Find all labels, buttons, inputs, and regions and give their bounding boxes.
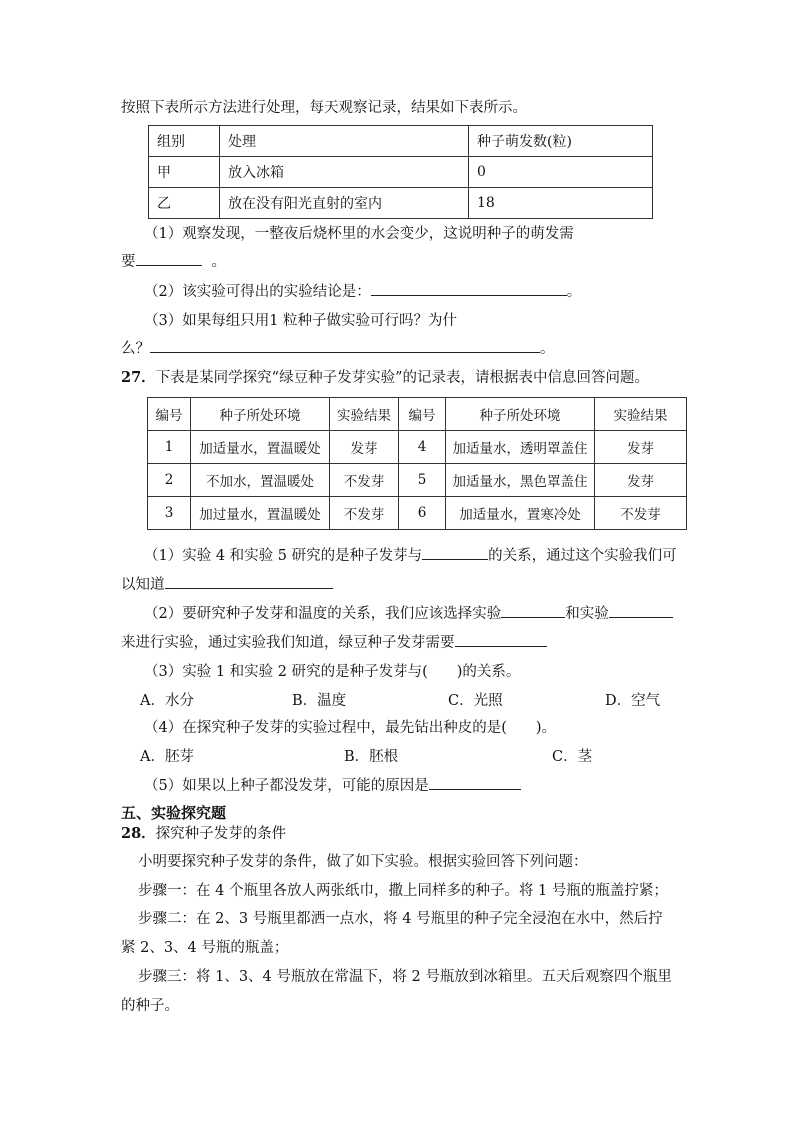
q26-part2-prefix: （2）该实验可得出的实验结论是： <box>144 284 371 300</box>
table-seed-germination-count <box>148 125 653 219</box>
q27-part1-suffix: 的关系，通过这个实验我们可 <box>488 548 677 564</box>
table-cell: 不发芽 <box>595 497 687 530</box>
q27-part1-line2-prefix: 以知道 <box>121 577 165 593</box>
table-header-cell: 种子所处环境 <box>191 398 330 431</box>
answer-blank[interactable] <box>165 574 333 589</box>
q27-title-text: 下表是某同学探究“绿豆种子发芽实验”的记录表，请根据表中信息回答问题。 <box>155 370 650 386</box>
table-header-cell: 编号 <box>148 398 191 431</box>
q28-step2-line2: 紧 2、3、4 号瓶的瓶盖； <box>121 940 289 956</box>
table-cell: 6 <box>399 497 446 530</box>
q28-intro: 小明要探究种子发芽的条件，做了如下实验。根据实验回答下列问题： <box>138 854 588 870</box>
table-row <box>148 497 687 530</box>
table-header-row <box>149 126 653 157</box>
q28-step2-line1: 步骤二：在 2、3 号瓶里都洒一点水，将 4 号瓶里的种子完全浸泡在水中，然后拧 <box>138 911 663 927</box>
table-header-cell: 组别 <box>149 126 220 157</box>
table-header-cell: 实验结果 <box>330 398 399 431</box>
answer-blank[interactable] <box>136 251 202 266</box>
q27-part2-prefix: （2）要研究种子发芽和温度的关系，我们应该选择实验 <box>144 606 502 622</box>
q27-part3-option-a[interactable]: A．水分 <box>140 693 194 709</box>
q28-step3-line2: 的种子。 <box>121 998 179 1014</box>
table-cell: 放入冰箱 <box>220 157 469 188</box>
table-cell: 不发芽 <box>330 497 399 530</box>
q26-part3-suffix: 。 <box>540 341 555 357</box>
q26-part2 <box>144 280 581 301</box>
q27-part5 <box>144 774 521 795</box>
q27-part2-mid: 和实验 <box>565 606 609 622</box>
table-cell: 不发芽 <box>330 464 399 497</box>
q27-part4-option-b[interactable]: B．胚根 <box>344 749 399 765</box>
q27-part1-prefix: （1）实验 4 和实验 5 研究的是种子发芽与 <box>144 548 423 564</box>
table-cell: 发芽 <box>330 431 399 464</box>
answer-blank[interactable] <box>455 632 547 647</box>
table-cell: 1 <box>148 431 191 464</box>
q27-part2-line2 <box>121 631 547 652</box>
q27-part1-line2 <box>121 573 333 594</box>
q26-part1-line2 <box>121 250 226 271</box>
table-cell: 不加水，置温暖处 <box>191 464 330 497</box>
q26-part1-suffix: 。 <box>211 254 226 270</box>
table-cell: 5 <box>399 464 446 497</box>
answer-blank[interactable] <box>150 338 540 353</box>
q28-step1: 步骤一：在 4 个瓶里各放人两张纸巾，撒上同样多的种子。将 1 号瓶的瓶盖拧紧； <box>138 883 668 899</box>
answer-blank[interactable] <box>609 603 673 618</box>
q26-part1-line1: （1）观察发现，一整夜后烧杯里的水会变少，这说明种子的萌发需 <box>144 226 574 242</box>
answer-blank[interactable] <box>429 775 521 790</box>
table-cell: 2 <box>148 464 191 497</box>
section-heading: 五、实验探究题 <box>121 804 227 822</box>
table-header-cell: 处理 <box>220 126 469 157</box>
table-cell: 发芽 <box>595 431 687 464</box>
table-cell: 加适量水，置寒冷处 <box>446 497 595 530</box>
answer-blank[interactable] <box>422 545 488 560</box>
table-header-row <box>148 398 687 431</box>
q27-part3: （3）实验 1 和实验 2 研究的是种子发芽与( )的关系。 <box>144 664 521 680</box>
q27-part2-line1 <box>144 602 673 623</box>
table-header-cell: 编号 <box>399 398 446 431</box>
intro-text: 按照下表所示方法进行处理，每天观察记录，结果如下表所示。 <box>121 100 527 116</box>
q27-part2-line2-prefix: 来进行实验，通过实验我们知道，绿豆种子发芽需要 <box>121 635 455 651</box>
table-cell: 放在没有阳光直射的室内 <box>220 188 469 219</box>
q28-number: 28． <box>121 825 156 842</box>
q27-part4-option-c[interactable]: C．茎 <box>552 749 593 765</box>
q26-part3-line1: （3）如果每组只用1 粒种子做实验可行吗？为什 <box>144 313 458 329</box>
answer-blank[interactable] <box>501 603 565 618</box>
q26-part3-prefix: 么？ <box>121 341 150 357</box>
table-cell: 加适量水，透明罩盖住 <box>446 431 595 464</box>
table-row <box>149 188 653 219</box>
q26-part2-suffix: 。 <box>566 284 582 300</box>
table-row <box>149 157 653 188</box>
table-cell: 0 <box>469 157 653 188</box>
q27-title <box>121 366 649 387</box>
q27-part4: （4）在探究种子发芽的实验过程中，最先钻出种皮的是( )。 <box>144 720 557 736</box>
table-cell: 乙 <box>149 188 220 219</box>
table-header-cell: 种子萌发数(粒) <box>469 126 653 157</box>
table-row <box>148 464 687 497</box>
q27-part4-option-a[interactable]: A．胚芽 <box>140 749 194 765</box>
table-cell: 加适量水，黑色罩盖住 <box>446 464 595 497</box>
q27-number: 27． <box>121 369 156 386</box>
table-mung-bean-experiment <box>147 397 687 530</box>
table-header-cell: 种子所处环境 <box>446 398 595 431</box>
q27-part1-line1 <box>144 544 677 565</box>
q26-part3-line2 <box>121 337 555 358</box>
table-row <box>148 431 687 464</box>
table-cell: 甲 <box>149 157 220 188</box>
table-header-cell: 实验结果 <box>595 398 687 431</box>
q27-part3-option-d[interactable]: D．空气 <box>605 693 661 709</box>
q28-title <box>121 822 286 843</box>
q26-part1-prefix: 要 <box>121 254 136 270</box>
table-cell: 加过量水，置温暖处 <box>191 497 330 530</box>
table-cell: 3 <box>148 497 191 530</box>
q27-part5-prefix: （5）如果以上种子都没发芽，可能的原因是 <box>144 778 429 794</box>
q27-part3-option-c[interactable]: C．光照 <box>448 693 503 709</box>
table-cell: 18 <box>469 188 653 219</box>
table-cell: 4 <box>399 431 446 464</box>
q28-step3-line1: 步骤三：将 1、3、4 号瓶放在常温下，将 2 号瓶放到冰箱里。五天后观察四个瓶里 <box>138 969 672 985</box>
answer-blank[interactable] <box>371 281 567 296</box>
q27-part3-option-b[interactable]: B．温度 <box>292 693 347 709</box>
table-cell: 发芽 <box>595 464 687 497</box>
q28-title-text: 探究种子发芽的条件 <box>155 826 287 842</box>
table-cell: 加适量水，置温暖处 <box>191 431 330 464</box>
